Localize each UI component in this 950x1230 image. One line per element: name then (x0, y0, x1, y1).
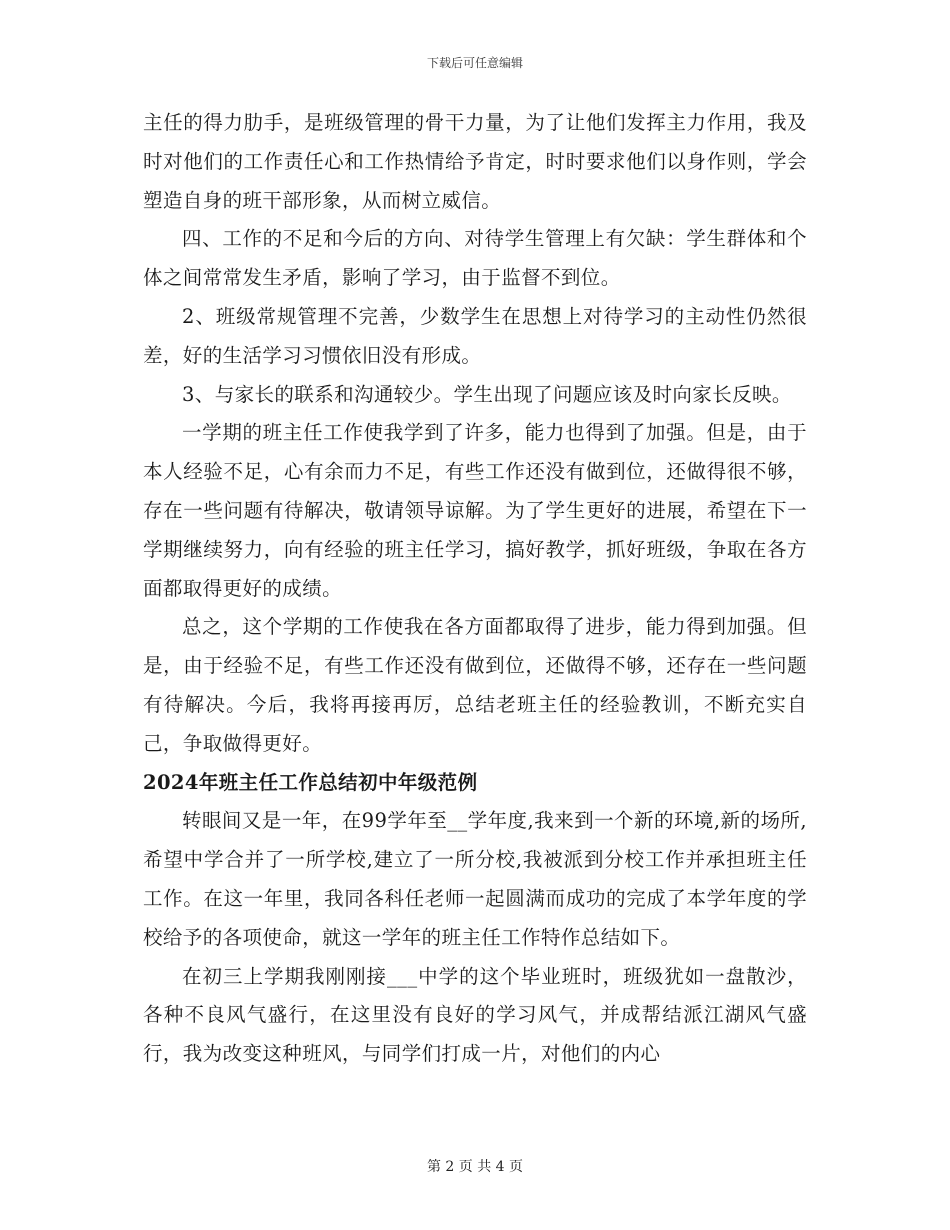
paragraph: 总之，这个学期的工作使我在各方面都取得了进步，能力得到加强。但是，由于经验不足，有些工作还没有做到位，还做得不够，还存在一些问题有待解决。今后，我将再接再厉，总结老班主任的经验教训，不断充实自己，争取做得更好。 (143, 615, 807, 755)
paragraph: 在初三上学期我刚刚接___中学的这个毕业班时，班级犹如一盘散沙，各种不良风气盛行，在这里没有良好的学习风气，并成帮结派江湖风气盛行，我为改变这种班风，与同学们打成一片，对他们的内心 (143, 964, 807, 1066)
section-title: 2024年班主任工作总结初中年级范例 (143, 770, 478, 794)
header-note: 下载后可任意编辑 (426, 56, 523, 70)
paragraph: 3、与家长的联系和沟通较少。学生出现了问题应该及时向家长反映。 (182, 382, 792, 406)
paragraph: 一学期的班主任工作使我学到了许多，能力也得到了加强。但是，由于本人经验不足，心有余而力不足，有些工作还没有做到位，还做得很不够，存在一些问题有待解决，敬请领导谅解。为了学生更好的进展，希望在下一学期继续努力，向有经验的班主任学习，搞好教学，抓好班级，争取在各方面都取得更好的成绩。 (143, 421, 807, 600)
page-number: 第 2 页 共 4 页 (426, 1159, 524, 1175)
paragraph: 主任的得力肋手，是班级管理的骨干力量，为了让他们发挥主力作用，我及时对他们的工作责任心和工作热情给予肯定，时时要求他们以身作则，学会塑造自身的班干部形象，从而树立威信。 (143, 111, 807, 212)
paragraph: 转眼间又是一年，在99学年至__学年度,我来到一个新的环境,新的场所,希望中学合并了一所学校,建立了一所分校,我被派到分校工作并承担班主任工作。在这一年里，我同各科任老师一起圆满而成功的完成了本学年度的学校给予的各项使命，就这一学年的班主任工作特作总结如下。 (143, 809, 807, 949)
paragraph: 2、班级常规管理不完善，少数学生在思想上对待学习的主动性仍然很差，好的生活学习习惯依旧没有形成。 (143, 304, 807, 367)
paragraph: 四、工作的不足和今后的方向、对待学生管理上有欠缺：学生群体和个体之间常常发生矛盾，影响了学习，由于监督不到位。 (143, 227, 807, 290)
document-body (143, 104, 807, 1074)
